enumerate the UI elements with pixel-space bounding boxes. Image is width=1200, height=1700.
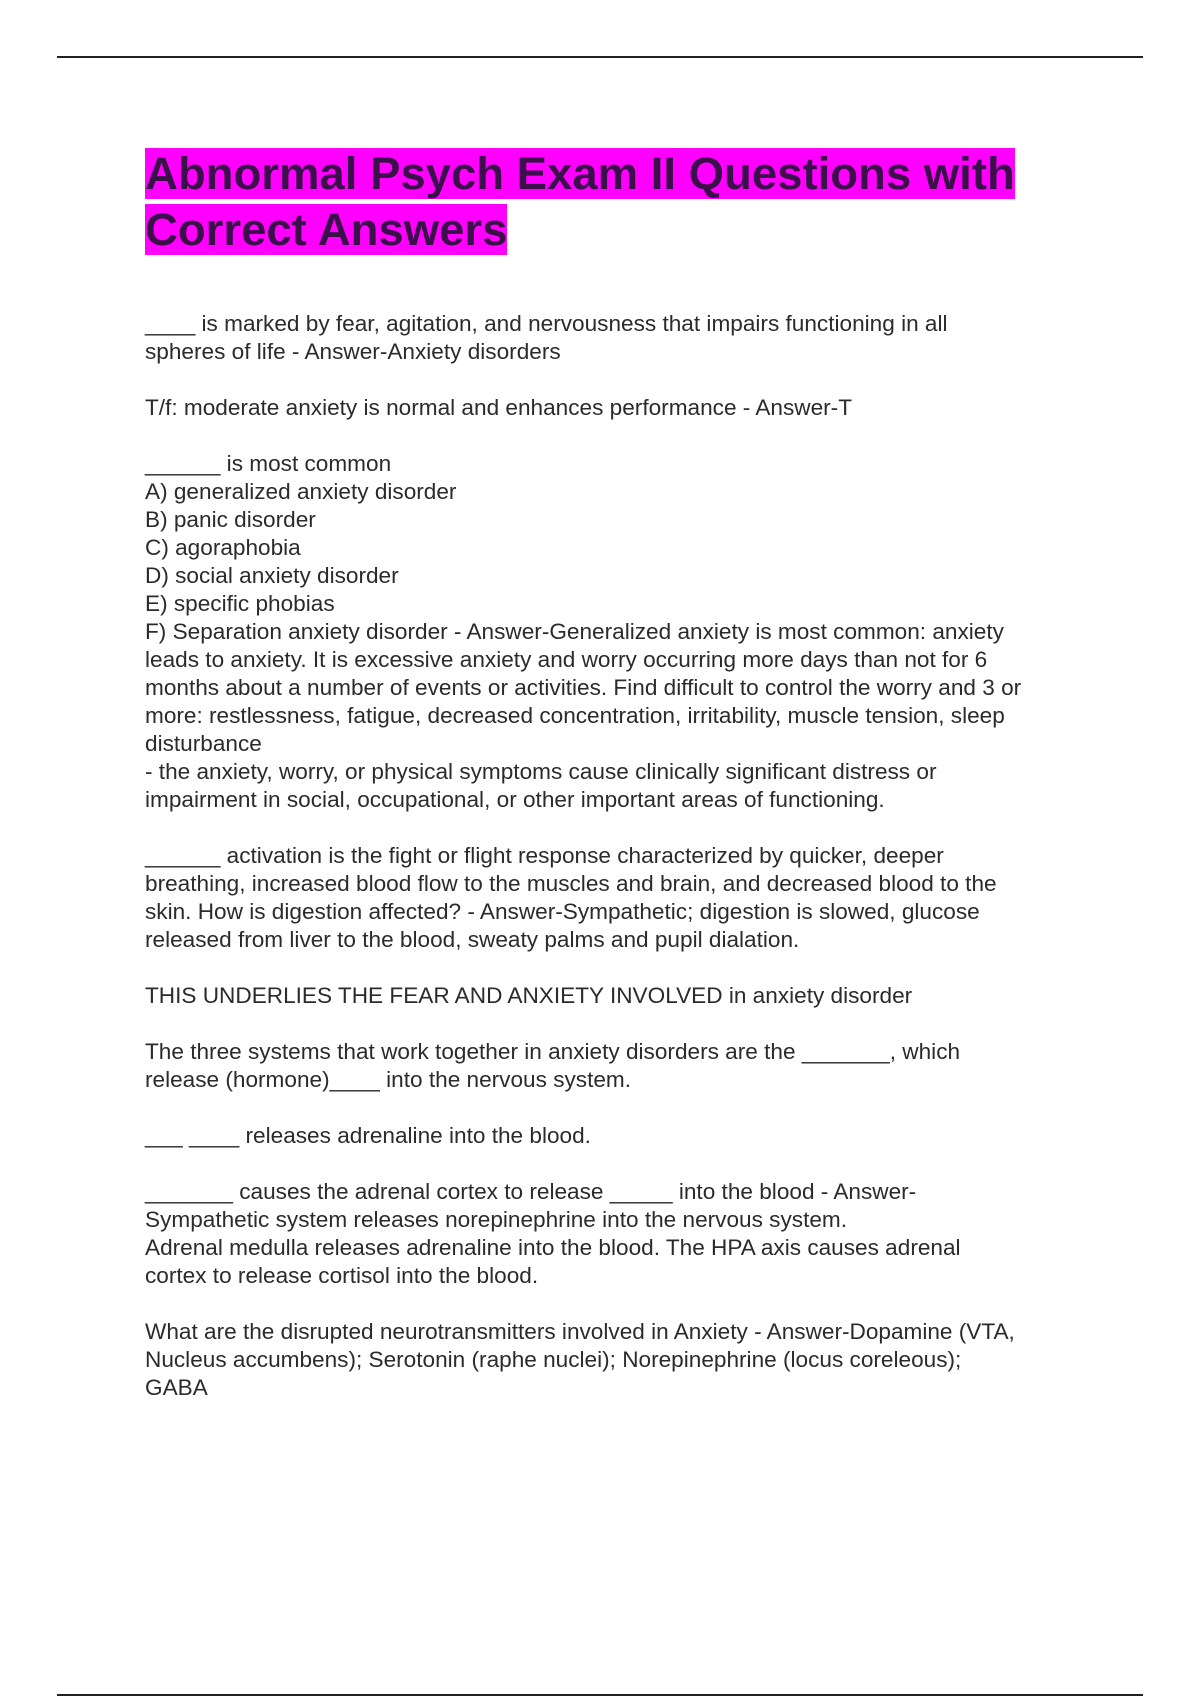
question-answer-block [145, 842, 1095, 954]
text-line: The three systems that work together in anxiety disorders are the _______, which [145, 1039, 961, 1064]
text-line: ______ activation is the fight or flight response characterized by quicker, deeper [145, 843, 944, 868]
title-line: Abnormal Psych Exam II Questions with [145, 148, 1015, 199]
text-line: F) Separation anxiety disorder - Answer-Generalized anxiety is most common: anxiety [145, 619, 1004, 644]
title-line: Correct Answers [145, 204, 508, 255]
text-line: ____ is marked by fear, agitation, and nervousness that impairs functioning in all [145, 311, 948, 336]
text-line: ___ ____ releases adrenaline into the blood. [145, 1123, 591, 1148]
text-line: THIS UNDERLIES THE FEAR AND ANXIETY INVOLVED in anxiety disorder [145, 983, 913, 1008]
text-line: more: restlessness, fatigue, decreased concentration, irritability, muscle tension, sleep [145, 703, 1005, 728]
text-line: C) agoraphobia [145, 535, 301, 560]
text-line: Adrenal medulla releases adrenaline into the blood. The HPA axis causes adrenal [145, 1235, 961, 1260]
document-title [145, 146, 1095, 258]
question-answer-block [145, 1318, 1095, 1402]
text-line: A) generalized anxiety disorder [145, 479, 457, 504]
text-line: D) social anxiety disorder [145, 563, 399, 588]
text-line: spheres of life - Answer-Anxiety disorders [145, 339, 561, 364]
text-line: GABA [145, 1375, 208, 1400]
text-line: _______ causes the adrenal cortex to release _____ into the blood - Answer- [145, 1179, 917, 1204]
text-line: E) specific phobias [145, 591, 335, 616]
text-line: months about a number of events or activities. Find difficult to control the worry and 3 or [145, 675, 1022, 700]
text-line: ______ is most common [145, 451, 392, 476]
header-rule [57, 56, 1143, 58]
question-answer-block [145, 1178, 1095, 1290]
text-line: T/f: moderate anxiety is normal and enhances performance - Answer-T [145, 395, 853, 420]
text-line: cortex to release cortisol into the blood. [145, 1263, 539, 1288]
text-line: disturbance [145, 731, 262, 756]
footer-rule [57, 1694, 1143, 1696]
text-line: leads to anxiety. It is excessive anxiety and worry occurring more days than not for 6 [145, 647, 988, 672]
question-answer-block [145, 1038, 1095, 1094]
question-list [145, 310, 1095, 1402]
text-line: impairment in social, occupational, or other important areas of functioning. [145, 787, 885, 812]
text-line: release (hormone)____ into the nervous system. [145, 1067, 632, 1092]
document-body [145, 146, 1095, 1430]
text-line: - the anxiety, worry, or physical symptoms cause clinically significant distress or [145, 759, 937, 784]
text-line: Nucleus accumbens); Serotonin (raphe nuclei); Norepinephrine (locus coreleous); [145, 1347, 962, 1372]
text-line: B) panic disorder [145, 507, 316, 532]
question-answer-block [145, 310, 1095, 366]
text-line: released from liver to the blood, sweaty palms and pupil dialation. [145, 927, 800, 952]
text-line: breathing, increased blood flow to the muscles and brain, and decreased blood to the [145, 871, 997, 896]
question-answer-block [145, 394, 1095, 422]
text-line: skin. How is digestion affected? - Answer-Sympathetic; digestion is slowed, glucose [145, 899, 980, 924]
question-answer-block [145, 1122, 1095, 1150]
question-answer-block [145, 982, 1095, 1010]
text-line: Sympathetic system releases norepinephrine into the nervous system. [145, 1207, 848, 1232]
question-answer-block [145, 450, 1095, 814]
text-line: What are the disrupted neurotransmitters involved in Anxiety - Answer-Dopamine (VTA, [145, 1319, 1015, 1344]
